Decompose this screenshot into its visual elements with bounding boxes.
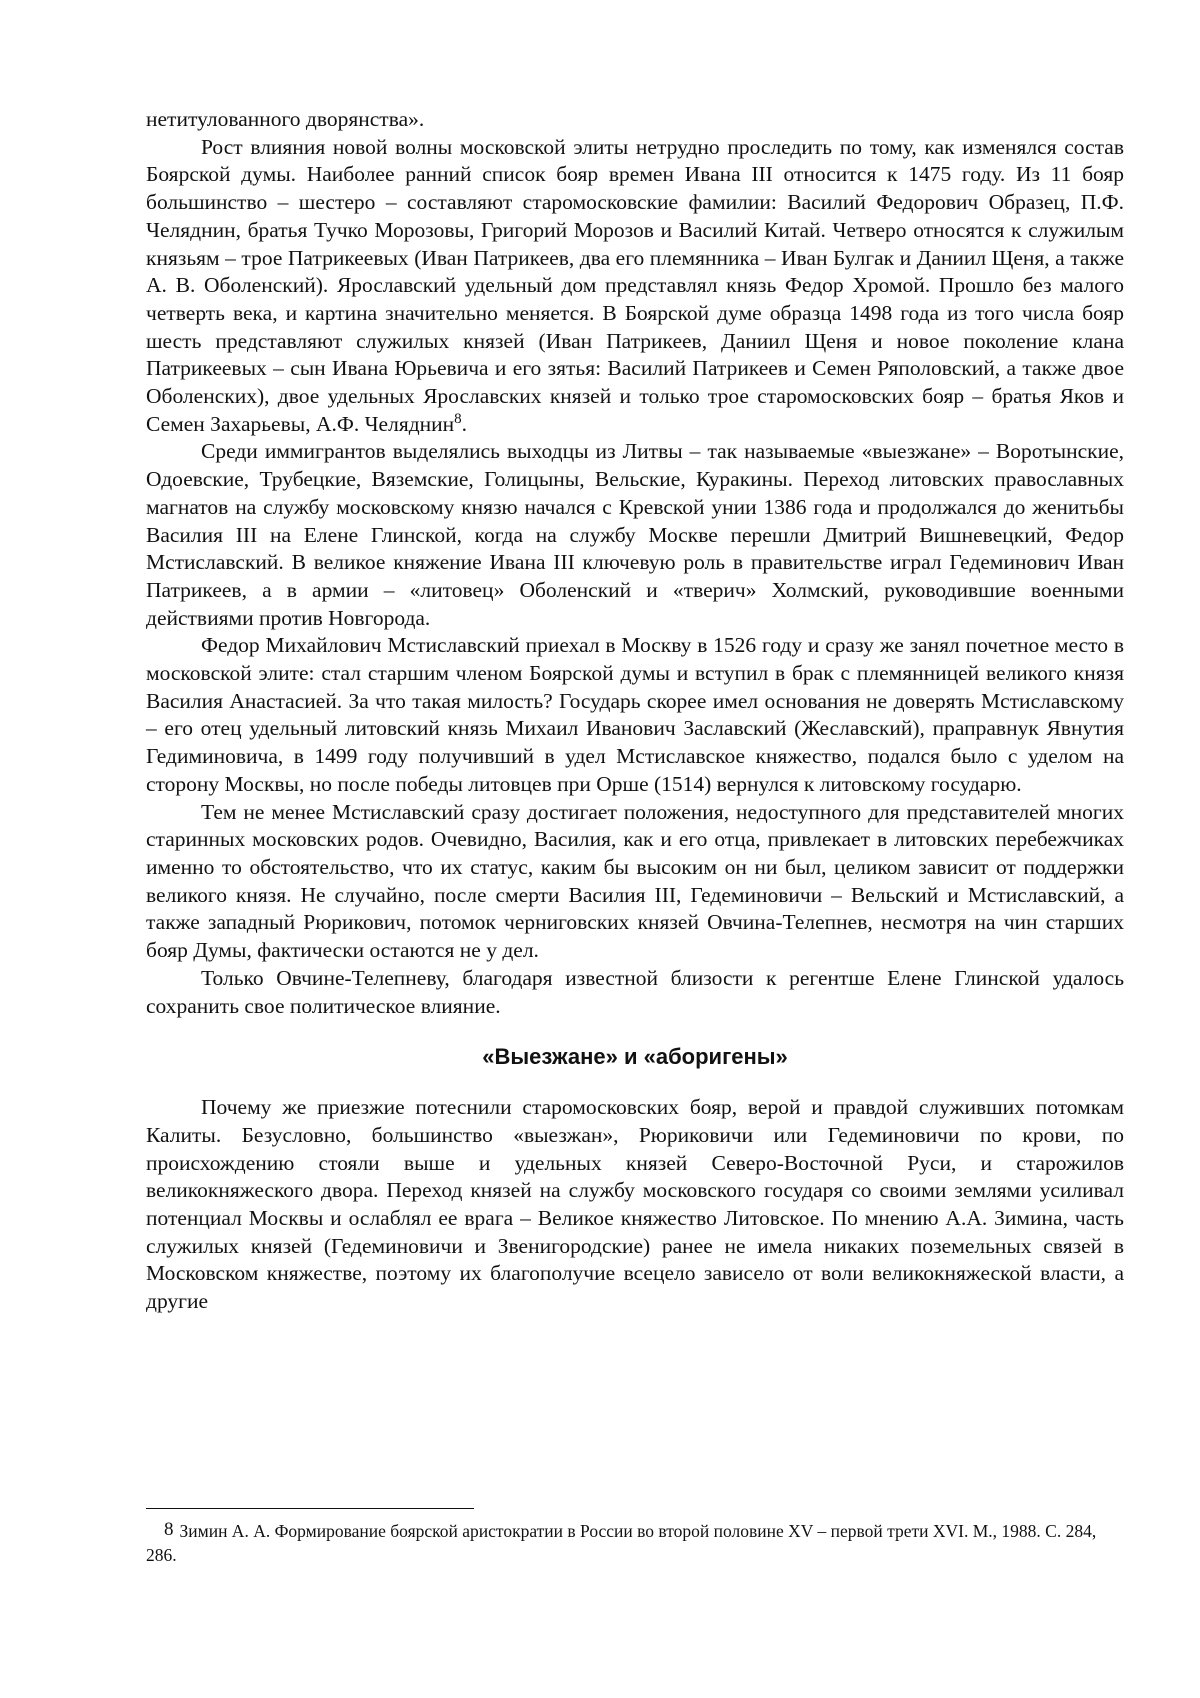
paragraph-boyar-duma xyxy=(146,134,1124,439)
footnote xyxy=(146,1518,1124,1567)
document-page xyxy=(146,106,1124,1316)
paragraph-continuation: нетитулованного дворянства». xyxy=(146,107,425,131)
paragraph-mstislavsky: Федор Михайлович Мстиславский приехал в Москву в 1526 году и сразу же занял почетное место в московской элите: стал старшим членом Боярской думы и вступил в брак с племянницей великого князя Василия Анастасией. За что такая милость? Государь скорее имел основания не доверять Мстиславскому – его отец удельный литовский князь Михаил Иванович Заславский (Жеславский), праправнук Явнутия Гедиминовича, в 1499 году получивший в удел Мстиславское княжество, подался было с уделом на сторону Москвы, но после победы литовцев при Орше (1514) вернулся к литовскому государю. xyxy=(146,633,1124,796)
footnote-divider xyxy=(146,1508,474,1509)
paragraph-position: Тем не менее Мстиславский сразу достигает положения, недоступного для представителей многих старинных московских родов. Очевидно, Василия, как и его отца, привлекает в литовских перебежчиках именно то обстоятельство, что их статус, каким бы высоким он ни был, целиком зависит от поддержки великого князя. Не случайно, после смерти Василия III, Гедеминовичи – Вельский и Мстиславский, а также западный Рюрикович, потомок черниговских князей Овчина-Телепнев, несмотря на чин старших бояр Думы, фактически остаются не у дел. xyxy=(146,799,1124,963)
paragraph-newcomers: Почему же приезжие потеснили старомосковских бояр, верой и правдой служивших потомкам Калиты. Безусловно, большинство «выезжан», Рюриковичи или Гедеминовичи по крови, по происхождению стояли выше и удельных князей Северо-Восточной Руси, и старожилов великокняжеского двора. Переход князей на службу московского государя со своими землями усиливал потенциал Москвы и ослаблял ее врага – Великое княжество Литовское. По мнению А.А. Зимина, часть служилых князей (Гедеминовичи и Звенигородские) ранее не имела никаких поземельных связей в Московском княжестве, поэтому их благополучие всецело зависело от воли великокняжеской власти, а другие xyxy=(146,1095,1124,1314)
section-heading: «Выезжане» и «аборигены» xyxy=(482,1044,788,1070)
paragraph-boyar-duma-text: Рост влияния новой волны московской элиты нетрудно проследить по тому, как изменялся состав Боярской думы. Наиболее ранний список бояр времен Ивана III относится к 1475 году. Из 11 бояр большинство – шестеро – составляют старомосковские фамилии: Василий Федорович Образец, П.Ф. Челяднин, братья Тучко Морозовы, Григорий Морозов и Василий Китай. Четверо относятся к служилым князьям – трое Патрикеевых (Иван Патрикеев, два его племянника – Иван Булгак и Даниил Щеня, а также А. В. Оболенский). Ярославский удельный дом представлял князь Федор Хромой. Прошло без малого четверть века, и картина значительно меняется. В Боярской думе образца 1498 года из того числа бояр шесть представляют служилых князей (Иван Патрикеев, Даниил Щеня и новое поколение клана Патрикеевых – сын Ивана Юрьевича и его зятья: Василий Патрикеев и Семен Ряполовский, а также двое Оболенских), двое удельных Ярославских князей и только трое старомосковских бояр – братья Яков и Семен Захарьевы, А.Ф. Челяднин xyxy=(146,134,1124,436)
footnote-mark: 8 xyxy=(164,1519,174,1540)
footnote-reference[interactable]: 8 xyxy=(454,410,462,427)
footnote-text: Зимин А. А. Формирование боярской аристократии в России во второй половине XV – первой трети XVI. М., 1988. С. 284, 286. xyxy=(146,1521,1097,1565)
paragraph-boyar-duma-end: . xyxy=(461,411,468,436)
paragraph-immigrants: Среди иммигрантов выделялись выходцы из Литвы – так называемые «выезжане» – Воротынские, Одоевские, Трубецкие, Вяземские, Голицыны, Вельские, Куракины. Переход литовских православных магнатов на службу московскому князю начался с Кревской унии 1386 года и продолжался до женитьбы Василия III на Елене Глинской, когда на службу Москве перешли Дмитрий Вишневецкий, Федор Мстиславский. В великое княжение Ивана III ключевую роль в правительстве играл Гедеминович Иван Патрикеев, а в армии – «литовец» Оболенский и «тверич» Холмский, руководившие военными действиями против Новгорода. xyxy=(146,439,1124,630)
paragraph-ovchina: Только Овчине-Телепневу, благодаря известной близости к регентше Елене Глинской удалось сохранить свое политическое влияние. xyxy=(146,965,1124,1018)
